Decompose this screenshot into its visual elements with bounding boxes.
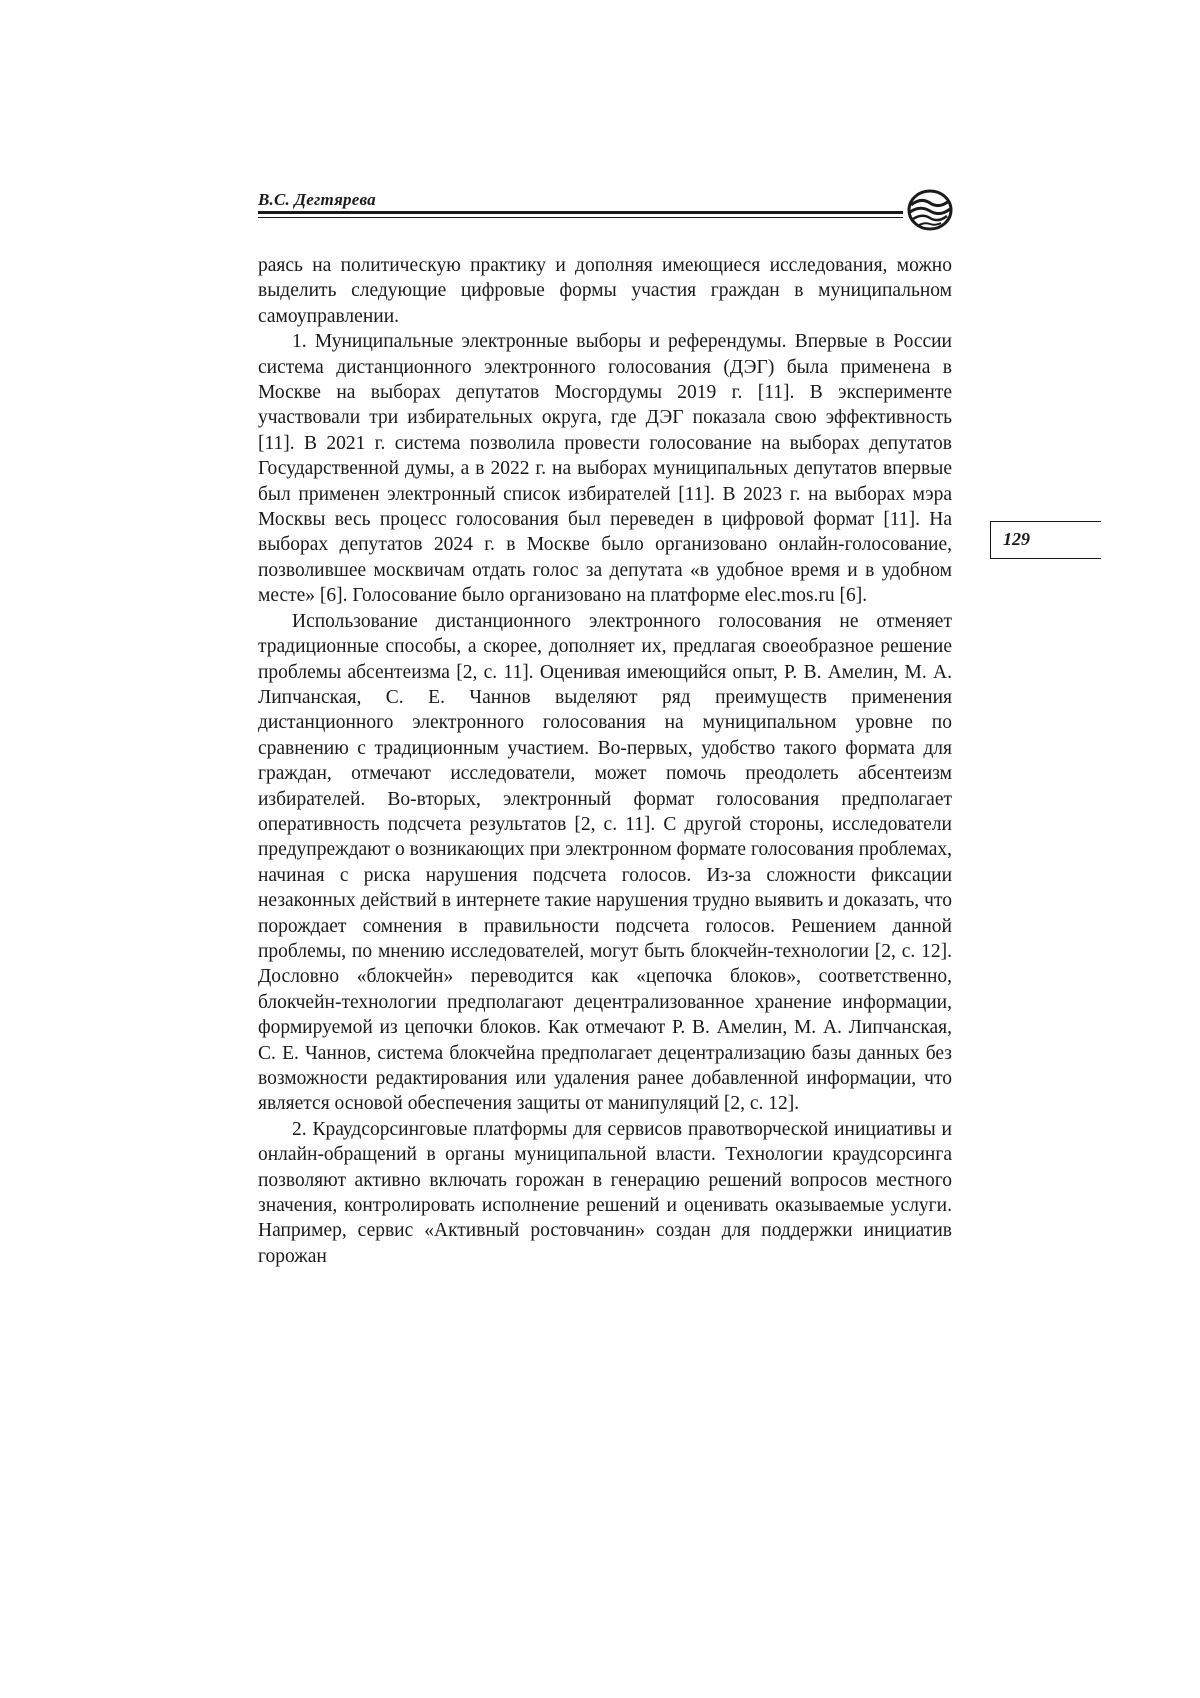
article-body <box>258 253 952 1269</box>
page-number-box <box>990 521 1101 559</box>
running-header-author: В.С. Дегтярева <box>258 190 376 209</box>
paragraph-remote-voting-analysis: Использование дистанционного электронного голосования не отменяет традиционные способы, а скорее, дополняет их, предлагая своеобразное решение проблемы абсентеизма [2, с. 11]. Оценивая имеющийся опыт, Р. В. Амелин, М. А. Липчанская, С. Е. Чаннов выделяют ряд преимуществ применения дистанционного электронного голосования на муниципальном уровне по сравнению с традиционным участием. Во-первых, удобство такого формата для граждан, отмечают исследователи, может помочь преодолеть абсентеизм избирателей. Во-вторых, электронный формат голосования предполагает оперативность подсчета результатов [2, с. 11]. С другой стороны, исследователи предупреждают о возникающих при электронном формате голосования проблемах, начиная с риска нарушения подсчета голосов. Из-за сложности фиксации незаконных действий в интернете такие нарушения трудно выявить и доказать, что порождает сомнения в правильности подсчета голосов. Решением данной проблемы, по мнению исследователей, могут быть блокчейн-технологии [2, с. 12]. Дословно «блокчейн» переводится как «цепочка блоков», соответственно, блокчейн-технологии предполагают децентрализованное хранение информации, формируемой из цепочки блоков. Как отмечают Р. В. Амелин, М. А. Липчанская, С. Е. Чаннов, система блокчейна предполагает децентрализацию базы данных без возможности редактирования или удаления ранее добавленной информации, что является основой обеспечения защиты от манипуляций [2, с. 12]. <box>258 610 952 1115</box>
header-rule-thin <box>258 217 903 218</box>
page-number: 129 <box>1003 529 1030 549</box>
paragraph-continuation: раясь на политическую практику и дополняя имеющиеся исследования, можно выделить следующие цифровые формы участия граждан в муниципальном самоуправлении. <box>258 255 952 327</box>
header-rule <box>258 211 903 214</box>
paragraph-crowdsourcing: 2. Краудсорсинговые платформы для сервисов правотворческой инициативы и онлайн-обращений в органы муниципальной власти. Технологии краудсорсинга позволяют активно включать горожан в генерацию решений вопросов местного значения, контролировать исполнение решений и оценивать оказываемые услуги. Например, сервис «Активный ростовчанин» создан для поддержки инициатив горожан <box>258 1118 952 1267</box>
paragraph-electronic-voting: 1. Муниципальные электронные выборы и референдумы. Впервые в России система дистанционного электронного голосования (ДЭГ) была применена в Москве на выборах депутатов Мосгордумы 2019 г. [11]. В эксперименте участвовали три избирательных округа, где ДЭГ показала свою эффективность [11]. В 2021 г. система позволила провести голосование на выборах депутатов Государственной думы, а в 2022 г. на выборах муниципальных депутатов впервые был применен электронный список избирателей [11]. В 2023 г. на выборах мэра Москвы весь процесс голосования был переведен в цифровой формат [11]. На выборах депутатов 2024 г. в Москве было организовано онлайн-голосование, позволившее москвичам отдать голос за депутата «в удобное время и в удобном месте» [6]. Голосование было организовано на платформе elec.mos.ru [6]. <box>258 331 952 607</box>
wave-globe-icon <box>905 187 955 233</box>
